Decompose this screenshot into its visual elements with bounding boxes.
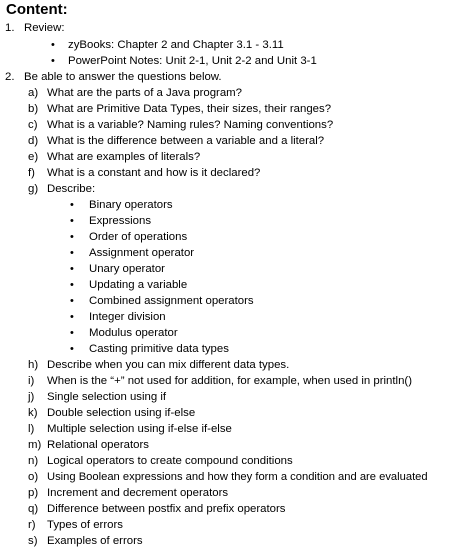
question-text: Logical operators to create compound conditions [47, 455, 293, 467]
bullet-icon: • [70, 295, 74, 307]
question-text: Single selection using if [47, 391, 167, 403]
describe-item: Updating a variable [89, 279, 188, 291]
content-heading: Content: [6, 1, 68, 18]
question-text: Describe when you can mix different data types. [47, 359, 290, 371]
question-letter: q) [28, 503, 39, 515]
question-letter: i) [28, 375, 35, 387]
question-letter: h) [28, 359, 39, 371]
question-letter: d) [28, 135, 39, 147]
question-text: Double selection using if-else [47, 407, 196, 419]
review-item: zyBooks: Chapter 2 and Chapter 3.1 - 3.11 [68, 39, 284, 51]
review-item: PowerPoint Notes: Unit 2-1, Unit 2-2 and Unit 3-1 [68, 55, 317, 67]
question-letter: p) [28, 487, 39, 499]
question-text: Using Boolean expressions and how they form a condition and are evaluated [47, 471, 428, 483]
question-letter: a) [28, 87, 39, 99]
bullet-icon: • [70, 247, 74, 259]
question-letter: g) [28, 183, 39, 195]
question-text: Difference between postfix and prefix operators [47, 503, 286, 515]
question-letter: n) [28, 455, 39, 467]
describe-item: Casting primitive data types [89, 343, 229, 355]
bullet-icon: • [70, 279, 74, 291]
question-letter: o) [28, 471, 39, 483]
question-letter: e) [28, 151, 39, 163]
bullet-icon: • [70, 343, 74, 355]
bullet-icon: • [70, 327, 74, 339]
bullet-icon: • [70, 263, 74, 275]
question-text: Increment and decrement operators [47, 487, 229, 499]
question-text: Relational operators [47, 439, 149, 451]
answer-label: Be able to answer the questions below. [24, 71, 222, 83]
review-number: 1. [5, 22, 15, 34]
question-letter: r) [28, 519, 36, 531]
question-text: When is the “+” not used for addition, for example, when used in println() [47, 375, 413, 387]
question-text: What is the difference between a variable and a literal? [47, 135, 325, 147]
question-text: Examples of errors [47, 535, 143, 547]
question-letter: f) [28, 167, 35, 179]
question-letter: c) [28, 119, 38, 131]
question-text: Types of errors [47, 519, 123, 531]
describe-item: Binary operators [89, 199, 173, 211]
bullet-icon: • [70, 311, 74, 323]
bullet-icon: • [70, 215, 74, 227]
question-text: What are the parts of a Java program? [47, 87, 243, 99]
question-letter: s) [28, 535, 38, 547]
describe-item: Unary operator [89, 263, 165, 275]
describe-item: Modulus operator [89, 327, 178, 339]
question-text: What are Primitive Data Types, their sizes, their ranges? [47, 103, 332, 115]
question-text: What is a variable? Naming rules? Naming conventions? [47, 119, 334, 131]
describe-item: Integer division [89, 311, 166, 323]
question-letter: l) [28, 423, 35, 435]
question-text: What is a constant and how is it declared? [47, 167, 261, 179]
question-letter: b) [28, 103, 39, 115]
describe-item: Expressions [89, 215, 152, 227]
question-letter: j) [28, 391, 35, 403]
question-letter: k) [28, 407, 38, 419]
question-letter: m) [28, 439, 42, 451]
bullet-icon: • [51, 55, 55, 67]
bullet-icon: • [51, 39, 55, 51]
bullet-icon: • [70, 199, 74, 211]
question-text: What are examples of literals? [47, 151, 201, 163]
review-label: Review: [24, 22, 65, 34]
describe-item: Assignment operator [89, 247, 195, 259]
question-text: Describe: [47, 183, 96, 195]
question-text: Multiple selection using if-else if-else [47, 423, 232, 435]
describe-item: Combined assignment operators [89, 295, 254, 307]
answer-number: 2. [5, 71, 15, 83]
bullet-icon: • [70, 231, 74, 243]
describe-item: Order of operations [89, 231, 188, 243]
